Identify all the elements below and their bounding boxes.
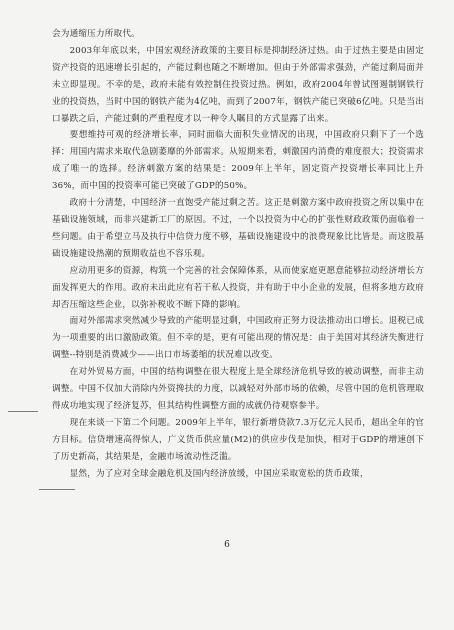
margin-mark	[8, 411, 38, 412]
paragraph-5: 应动用更多的资源，构筑一个完善的社会保障体系，从而使家庭更愿意能够拉动经济增长方面发挥更大的作用。政府未出此应有若干私人投资，并有助于中小企业的发展，但将多地方政府却否压缩这些企业，以弥补税收不断下降的影响。	[52, 265, 424, 310]
paragraph-9: 显然，为了应对全球金融危机及国内经济放缓，中国应采取宽松的货币政策，	[69, 468, 369, 479]
paragraph-7: 在对外贸易方面，中国的结构调整在很大程度上是全球经济危机导致的被动调整，而非主动调整。中国不仅加大消除内外资搀扶的力度，以减轻对外部市场的依赖，尽管中国的危机管理取得成功地实现了经济复苏，但其结构性调整方面的成就仍待观察参半。	[52, 367, 424, 411]
paragraph-2: 2003年年底以来，中国宏观经济政策的主要目标是抑制经济过热。由于过热主要是由固定资产投资的迅速增长引起的，产能过剩也随之不断增加。但由于外部需求强劲，产能过剩局面并未立即显现。不幸的是，政府未能有效控制住投资过热。例如，政府2004年曾试图遏制钢铁行业的投资热，当时中国的钢铁产能为4亿吨，而到了2007年，钢铁产能已突破6亿吨。只是当出口暴跌之后，产能过剩的严重程度才以一种令人瞩目的方式显露了出来。	[52, 45, 424, 124]
margin-mark	[39, 489, 75, 490]
paragraph-3: 要想维持可观的经济增长率，同时面临大面积失业情况的出现，中国政府只剩下了一个选择：用国内需求来取代急剧萎靡的外部需求。从短期来看，刺激国内消费的难度很大；投资需求成了唯一的选择。经济刺激方案的结果是：2009年上半年，固定资产投资增长率同比上升36%，而中国的投资率可能已突破了GDP的50%。	[52, 130, 424, 192]
paragraph-6: 面对外部需求突然减少导致的产能明显过剩，中国政府正努力设法推动出口增长。退税已成为一项重要的出口激励政策。但不幸的是，更有可能出现的情况是：由于美国对其经济失衡进行调整--特别是消费减少——出口市场萎缩的状况难以改变。	[52, 316, 424, 361]
paragraph-8: 现在来谈一下第二个问题。2009年上半年，银行新增贷款7.3万亿元人民币，超出全年的官方目标。信贷增速高得惊人，广义货币供应量(M2)的供应步伐是加快，相对于GDP的增速创下了历史新高，其结果是，金融市场流动性泛滥。	[52, 417, 424, 462]
page-number: 6	[224, 540, 230, 550]
paragraph-1: 会为通缩压力所取代。	[52, 29, 140, 39]
paragraph-4: 政府十分清楚，中国经济一直饱受产能过剩之苦。这正是刺激方案中政府投资之所以集中在基础设施领域，而非兴建新工厂的原因。不过，一个以投资为中心的扩张性财政政策仍面临着一些问题。由于希望立马及执行中信贷力度不够，基础设施建设中的浪费现象比比皆是。而这股基础设施建设热潮的预期收益也不容乐观。	[52, 198, 424, 259]
